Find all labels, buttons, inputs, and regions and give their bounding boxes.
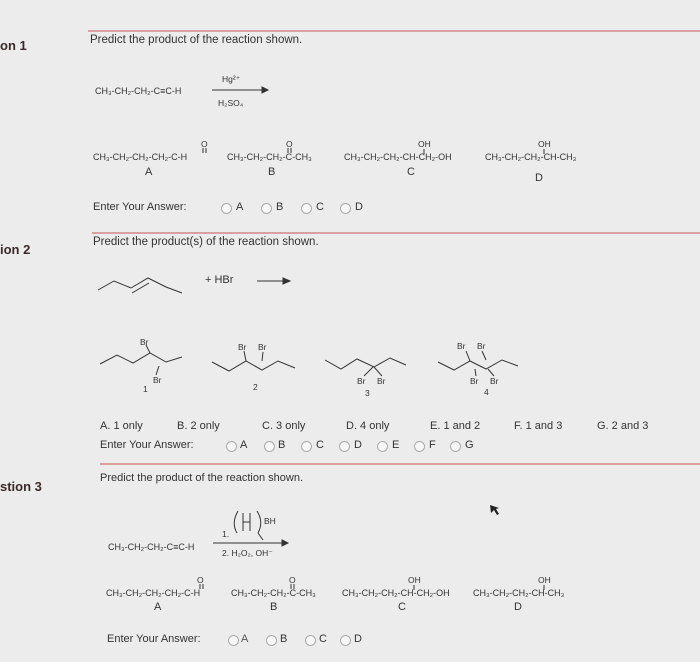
q1-option-b[interactable]: B [276,201,284,213]
q1-enter-label: Enter Your Answer: [93,201,187,213]
q2-option-c[interactable]: C [316,439,324,451]
q2-arrow-head [283,278,290,284]
q3-bh: BH [264,516,276,526]
q2-choice-f: F. 1 and 3 [514,420,563,432]
q2-s3-br-left: Br [357,376,366,386]
q2-alkene-double-bond [132,283,149,293]
q1-choice-c-formula: CH₃-CH₂-CH₂-CH-CH₂-OH [344,152,452,162]
question-2-label: ion 2 [0,242,31,257]
q2-s2-number: 2 [253,382,258,392]
q1-choice-a-formula: CH₃-CH₂-CH₂-CH₂-C-H [93,152,188,162]
q2-choice-d: D. 4 only [346,420,390,432]
q2-structure-4 [438,360,518,370]
q2-structure-1 [100,353,182,364]
q3-choice-b-letter: B [270,601,278,613]
q2-s3-br-bond-1 [364,367,373,376]
q2-option-b[interactable]: B [278,439,286,451]
q2-s4-br-bottom-right: Br [490,376,499,386]
question-3-prompt: Predict the product of the reaction shown. [100,472,304,484]
q1-choice-b-formula: CH₃-CH₂-CH₂-C-CH₃ [227,152,312,162]
q2-reactant-alkene [98,278,182,293]
q3-option-a[interactable]: A [241,633,249,645]
q1-choice-d-formula: CH₃-CH₂-CH₂-CH-CH₃ [485,152,577,162]
q2-option-e[interactable]: E [392,439,400,451]
q3-choice-a-formula: CH₃-CH₂-CH₂-CH₂-C-H [106,588,201,598]
q3-choice-c-letter: C [398,601,406,613]
q2-s4-br-bond-3 [475,369,476,376]
q2-structure-2 [212,361,295,371]
q2-choice-c: C. 3 only [262,420,306,432]
mouse-cursor-icon [490,505,499,515]
q1-option-d[interactable]: D [355,201,363,213]
q1-choice-b-letter: B [268,166,276,178]
question-1-label: on 1 [0,38,27,53]
q3-choice-d-formula: CH₃-CH₂-CH₂-CH-CH₃ [473,588,565,598]
question-2-prompt: Predict the product(s) of the reaction shown. [93,236,319,248]
q1-choice-a-letter: A [145,166,153,178]
q2-enter-label: Enter Your Answer: [100,439,194,451]
q2-s2-br-left: Br [238,342,247,352]
q2-s2-br-bond-1 [244,351,246,361]
q2-s2-br-right: Br [258,342,267,352]
q2-option-f[interactable]: F [429,439,436,451]
q2-s1-br-bond-2 [156,366,159,375]
q2-reagent: + HBr [205,274,234,286]
q2-s1-br-bottom: Br [153,375,162,385]
q3-choice-c-mark: OH [408,575,421,585]
q3-option-c[interactable]: C [319,633,327,645]
q2-s1-br-bond-1 [146,345,150,353]
question-1-prompt: Predict the product of the reaction shown. [90,34,303,46]
q3-choice-d-letter: D [514,601,522,613]
q1-option-c[interactable]: C [316,201,324,213]
q2-choice-g: G. 2 and 3 [597,420,649,432]
q3-choice-b-mark: O [289,575,296,585]
q2-s4-br-bond-2 [482,351,486,360]
q1-choice-d-mark: OH [538,139,551,149]
q2-s1-br-top: Br [140,337,149,347]
q1-reagent-top: Hg²⁺ [222,74,241,84]
q3-step2: 2. H₂O₂, OH⁻ [222,548,273,558]
q2-s1-number: 1 [143,384,148,394]
q3-arrow-head [282,540,288,546]
q2-s4-number: 4 [484,387,489,397]
q3-option-d[interactable]: D [354,633,362,645]
question-3-label: stion 3 [0,479,42,494]
q2-s2-br-bond-2 [262,352,263,361]
q2-s3-number: 3 [365,388,370,398]
q3-borane-ring [234,511,238,533]
q2-choice-e: E. 1 and 2 [430,420,481,432]
q2-s4-br-bottom-left: Br [470,376,479,386]
q1-reactant: CH₃-CH₂-CH₂-C≡C-H [95,86,182,96]
q1-choice-b-mark: O [286,139,293,149]
q2-s3-br-right: Br [377,376,386,386]
q2-s4-br-top-right: Br [477,341,486,351]
q3-reactant: CH₃-CH₂-CH₂-C≡C-H [108,542,195,552]
q3-enter-label: Enter Your Answer: [107,633,201,645]
q3-choice-d-mark: OH [538,575,551,585]
q2-s3-br-bond-2 [374,367,382,376]
q3-choice-c-formula: CH₃-CH₂-CH₂-CH-CH₂-OH [342,588,450,598]
q1-reagent-bottom: H₂SO₄ [218,98,244,108]
q2-s4-br-bond-4 [488,369,494,376]
q3-option-b[interactable]: B [280,633,288,645]
q2-s4-br-top-left: Br [457,341,466,351]
q3-borane-tail [258,533,263,540]
q1-choice-c-letter: C [407,166,415,178]
q3-choice-a-letter: A [154,601,162,613]
q1-choice-a-mark: O [201,139,208,149]
q3-choice-a-mark: O [197,575,204,585]
q1-choice-d-letter: D [535,172,543,184]
q2-choice-b: B. 2 only [177,420,220,432]
q2-option-a[interactable]: A [240,439,248,451]
q2-structure-3 [325,358,406,369]
q2-option-d[interactable]: D [354,439,362,451]
q2-option-g[interactable]: G [465,439,474,451]
q2-s4-br-bond-1 [466,351,470,361]
q1-choice-c-mark: OH [418,139,431,149]
q1-arrow-head [262,87,268,93]
q2-choice-a: A. 1 only [100,420,143,432]
q3-step1: 1. [222,529,230,539]
q3-choice-b-formula: CH₃-CH₂-CH₂-C-CH₃ [231,588,316,598]
q1-option-a[interactable]: A [236,201,244,213]
